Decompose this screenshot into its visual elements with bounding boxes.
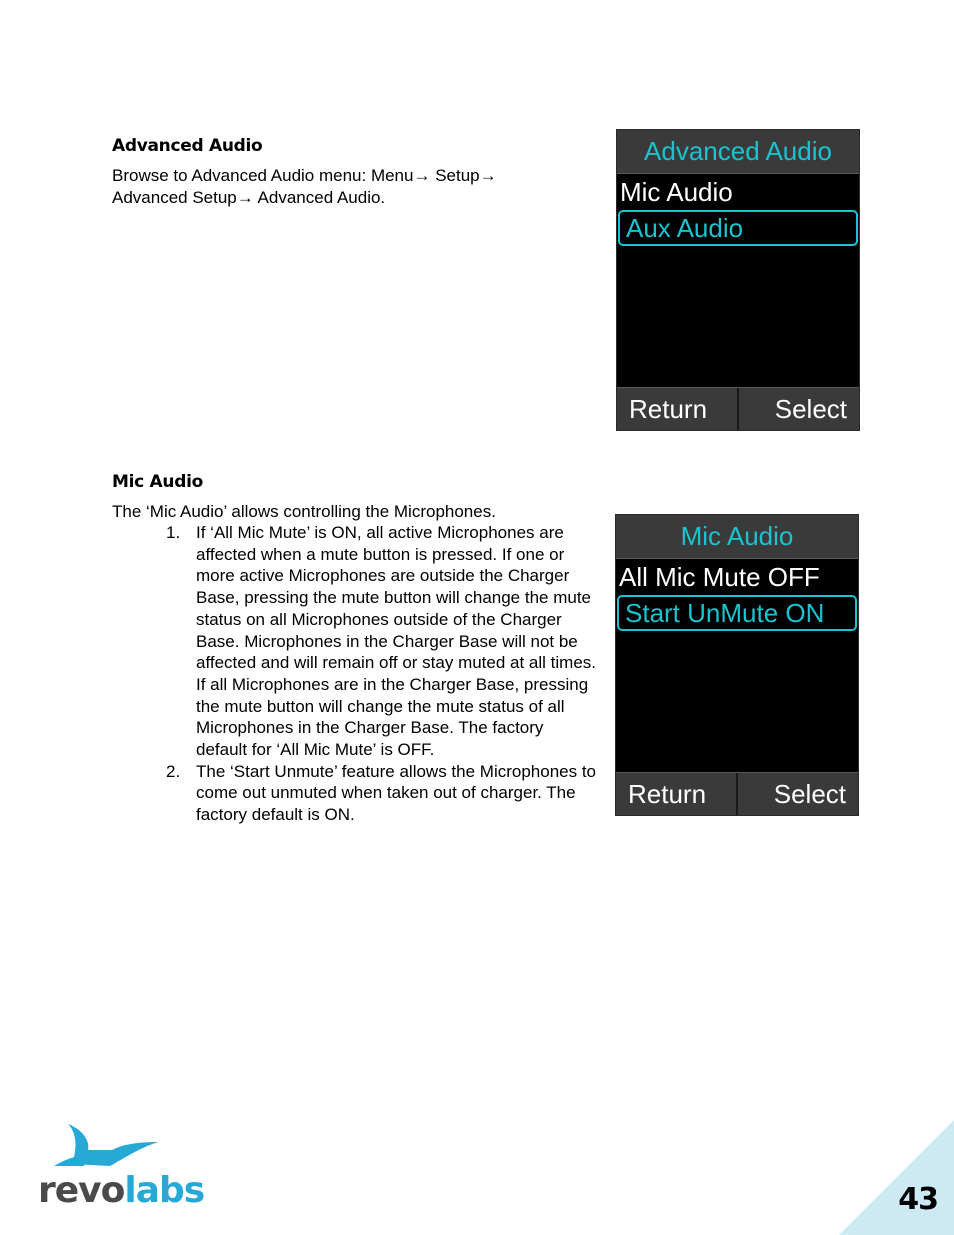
select-softkey: Select (773, 779, 846, 809)
logo-wordmark: revolabs (38, 1170, 205, 1211)
mic-audio-intro: The ‘Mic Audio’ allows controlling the Microphones. (112, 502, 496, 521)
softkey-divider (737, 388, 739, 430)
advanced-audio-instructions (112, 165, 497, 209)
section-heading-mic-audio: Mic Audio (112, 472, 203, 492)
list-text: If ‘All Mic Mute’ is ON, all active Microphones are affected when a mute button is pressed. If one or more active Microphones are outside the Charger Base, pressing the mute button will change the mute status on all Microphones outside of the Charger Base. Microphones in the Charger Base will not be affected and will remain off or stay muted at all times. If all Microphones are in the Charger Base, pressing the mute button will change the mute status of all Microphones in the Charger Base. The factory default for ‘All Mic Mute’ is OFF. (196, 523, 597, 760)
screen-title: Advanced Audio (617, 130, 859, 174)
menu-item-mic-audio: Mic Audio (620, 177, 733, 207)
mic-audio-screen (615, 514, 859, 816)
list-number: 2. (166, 761, 181, 781)
page-number: 43 (898, 1182, 938, 1217)
section-heading-advanced-audio: Advanced Audio (112, 136, 263, 156)
revolabs-logo (38, 1120, 205, 1215)
return-softkey: Return (628, 779, 707, 809)
menu-item-start-unmute-selected: Start UnMute ON (617, 595, 857, 631)
list-item (166, 761, 596, 826)
list-number: 1. (166, 523, 181, 542)
instruction-line-1: Browse to Advanced Audio menu: Menu→ Setup→ (112, 166, 497, 185)
page-corner-decoration (839, 1120, 954, 1235)
mic-audio-list (166, 522, 596, 826)
screen-title: Mic Audio (616, 515, 858, 559)
return-softkey: Return (629, 394, 708, 424)
instruction-line-2: Advanced Setup→ Advanced Audio. (112, 188, 386, 207)
softkey-bar (617, 387, 859, 430)
menu-item-aux-audio-selected: Aux Audio (618, 210, 858, 246)
softkey-divider (736, 773, 738, 815)
shark-fin-icon (54, 1120, 164, 1168)
list-item (166, 522, 596, 761)
menu-item-all-mic-mute: All Mic Mute OFF (619, 562, 820, 592)
advanced-audio-screen (616, 129, 860, 431)
select-softkey: Select (774, 394, 847, 424)
list-text: The ‘Start Unmute’ feature allows the Microphones to come out unmuted when taken out of charger. The factory default is ON. (196, 761, 597, 825)
softkey-bar (616, 772, 858, 815)
